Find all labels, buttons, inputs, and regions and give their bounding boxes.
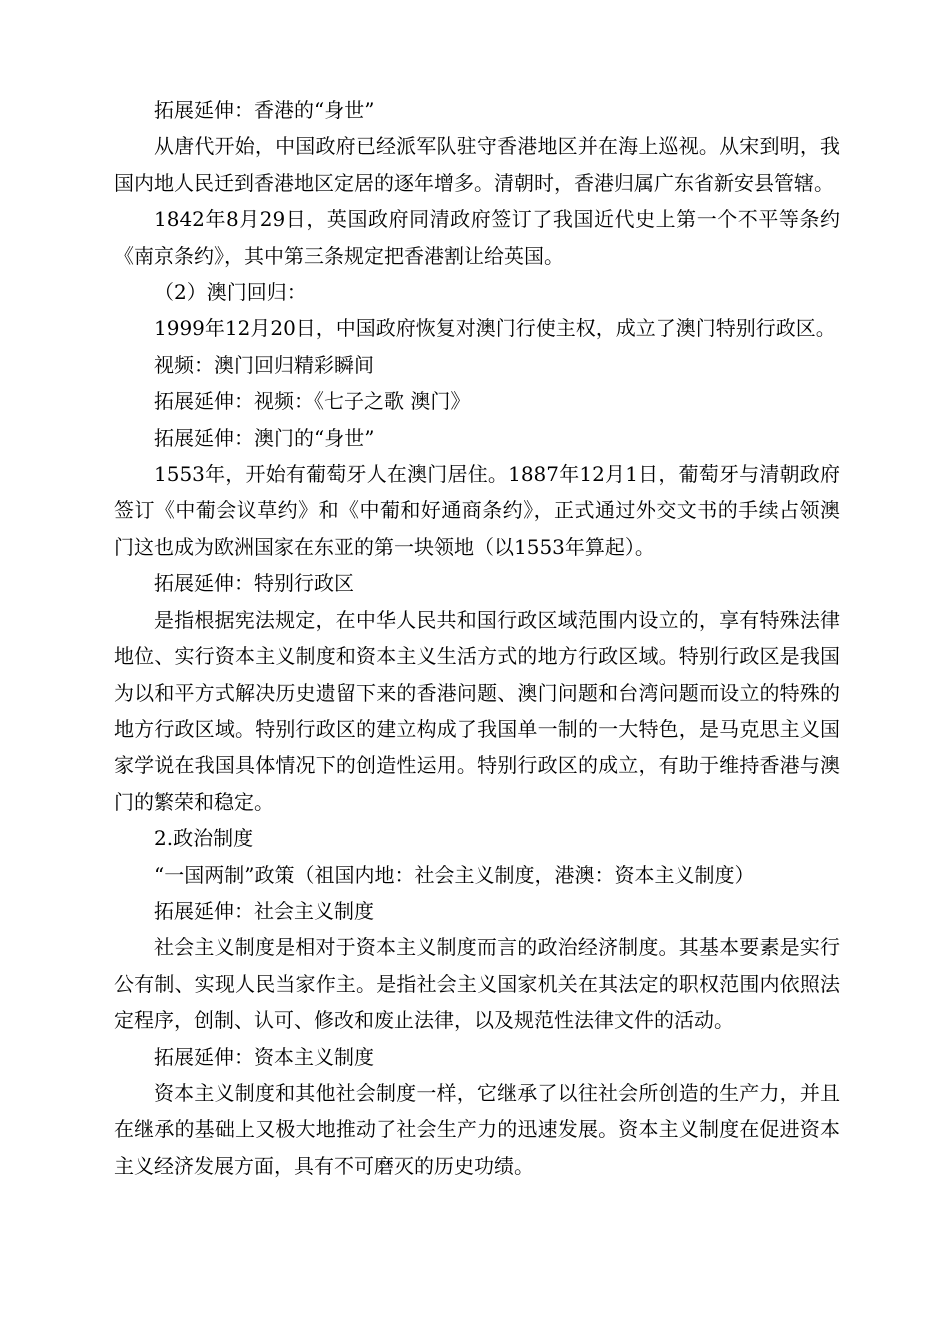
paragraph-hk-history: 从唐代开始，中国政府已经派军队驻守香港地区并在海上巡视。从宋到明，我国内地人民迁到香港地区定居的逐年增多。清朝时，香港归属广东省新安县管辖。 [114, 134, 840, 195]
paragraph-sar-heading: 拓展延伸：特别行政区 [154, 571, 354, 596]
paragraph-sar-definition: 是指根据宪法规定，在中华人民共和国行政区域范围内设立的，享有特殊法律地位、实行资本主义制度和资本主义生活方式的地方行政区域。特别行政区是我国为以和平方式解决历史遗留下来的香港问题、澳门问题和台湾问题而设立的特殊的地方行政区域。特别行政区的建立构成了我国单一制的一大特色，是马克思主义国家学说在我国具体情况下的创造性运用。特别行政区的成立，有助于维持香港与澳门的繁荣和稳定。 [114, 607, 840, 814]
paragraph-hk-origin-heading: 拓展延伸：香港的“身世” [154, 98, 375, 122]
paragraph-political-system-heading: 2.政治制度 [154, 826, 254, 851]
paragraph-one-country-two-systems: “一国两制”政策（祖国内地：社会主义制度，港澳：资本主义制度） [154, 862, 755, 887]
paragraph-capitalism-definition: 资本主义制度和其他社会制度一样，它继承了以往社会所创造的生产力，并且在继承的基础上又极大地推动了社会生产力的迅速发展。资本主义制度在促进资本主义经济发展方面，具有不可磨灭的历史功绩。 [114, 1080, 840, 1178]
paragraph-video-song: 拓展延伸：视频：《七子之歌 澳门》 [154, 389, 471, 414]
paragraph-macau-sar: 1999年12月20日，中国政府恢复对澳门行使主权，成立了澳门特别行政区。 [154, 316, 836, 341]
paragraph-macau-origin-heading: 拓展延伸：澳门的“身世” [154, 425, 375, 450]
paragraph-socialism-definition: 社会主义制度是相对于资本主义制度而言的政治经济制度。其基本要素是实行公有制、实现人民当家作主。是指社会主义国家机关在其法定的职权范围内依照法定程序，创制、认可、修改和废止法律，以及规范性法律文件的活动。 [114, 935, 840, 1033]
paragraph-macau-history: 1553年，开始有葡萄牙人在澳门居住。1887年12月1日，葡萄牙与清朝政府签订《中葡会议草约》和《中葡和好通商条约》，正式通过外交文书的手续占领澳门这也成为欧洲国家在东亚的第一块领地（以1553年算起）。 [114, 462, 840, 559]
paragraph-video-macau: 视频：澳门回归精彩瞬间 [154, 352, 374, 377]
paragraph-socialism-heading: 拓展延伸：社会主义制度 [154, 898, 374, 923]
paragraph-nanjing-treaty: 1842年8月29日，英国政府同清政府签订了我国近代史上第一个不平等条约《南京条约》，其中第三条规定把香港割让给英国。 [114, 207, 840, 268]
paragraph-macau-return-heading: （2）澳门回归： [154, 280, 307, 305]
paragraph-capitalism-heading: 拓展延伸：资本主义制度 [154, 1044, 374, 1069]
